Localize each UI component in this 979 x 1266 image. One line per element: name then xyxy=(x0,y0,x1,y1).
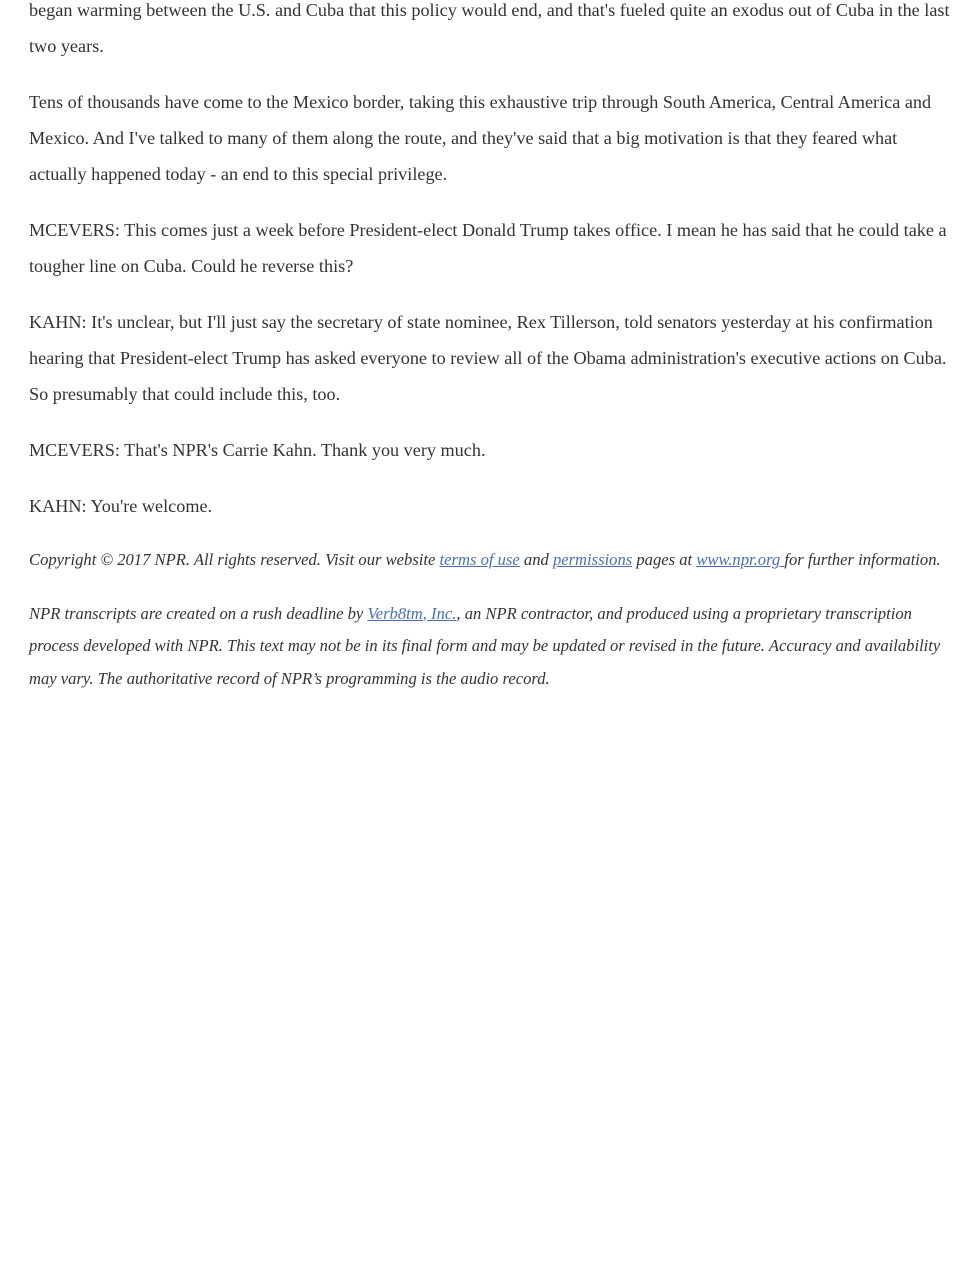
transcript-paragraph: KAHN: It's unclear, but I'll just say the secretary of state nominee, Rex Tillerson, told senators yesterday at his confirmation hearing that President-elect Trump has asked everyone to review all of the Obama administration's executive actions on Cuba. So presumably that could include this, too. xyxy=(29,312,947,404)
transcript-paragraph: began warming between the U.S. and Cuba that this policy would end, and that's fueled quite an exodus out of Cuba in the last two years. xyxy=(29,0,950,56)
transcript-body xyxy=(29,0,951,716)
copyright-text: for further information. xyxy=(784,550,941,569)
transcript-disclaimer xyxy=(29,598,951,696)
disclaimer-text: , an NPR contractor, and produced using a proprietary transcription process developed with NPR. This text may not be in its final form and may be updated or revised in the future. Accuracy and availability may vary. The authoritative record of NPR’s programming is the audio record. xyxy=(29,603,941,688)
verb8tm-link[interactable]: Verb8tm, Inc. xyxy=(367,603,457,623)
copyright-text: and xyxy=(519,550,553,569)
copyright-text: Copyright © 2017 NPR. All rights reserved. Visit our website xyxy=(29,550,440,569)
copyright-notice xyxy=(29,544,951,577)
npr-website-link[interactable]: www.npr.org xyxy=(696,550,785,569)
copyright-text: pages at xyxy=(632,550,697,569)
transcript-paragraph: MCEVERS: That's NPR's Carrie Kahn. Thank you very much. xyxy=(29,440,486,460)
transcript-paragraph: KAHN: You're welcome. xyxy=(29,496,213,516)
transcript-paragraph: MCEVERS: This comes just a week before President-elect Donald Trump takes office. I mean he has said that he could take a tougher line on Cuba. Could he reverse this? xyxy=(29,220,947,276)
permissions-link[interactable]: permissions xyxy=(552,550,633,569)
transcript-paragraph: Tens of thousands have come to the Mexico border, taking this exhaustive trip through South America, Central America and Mexico. And I've talked to many of them along the route, and they've said that a big motivation is that they feared what actually happened today - an end to this special privilege. xyxy=(29,92,932,184)
terms-of-use-link[interactable]: terms of use xyxy=(439,550,520,569)
disclaimer-text: NPR transcripts are created on a rush deadline by xyxy=(29,603,368,623)
